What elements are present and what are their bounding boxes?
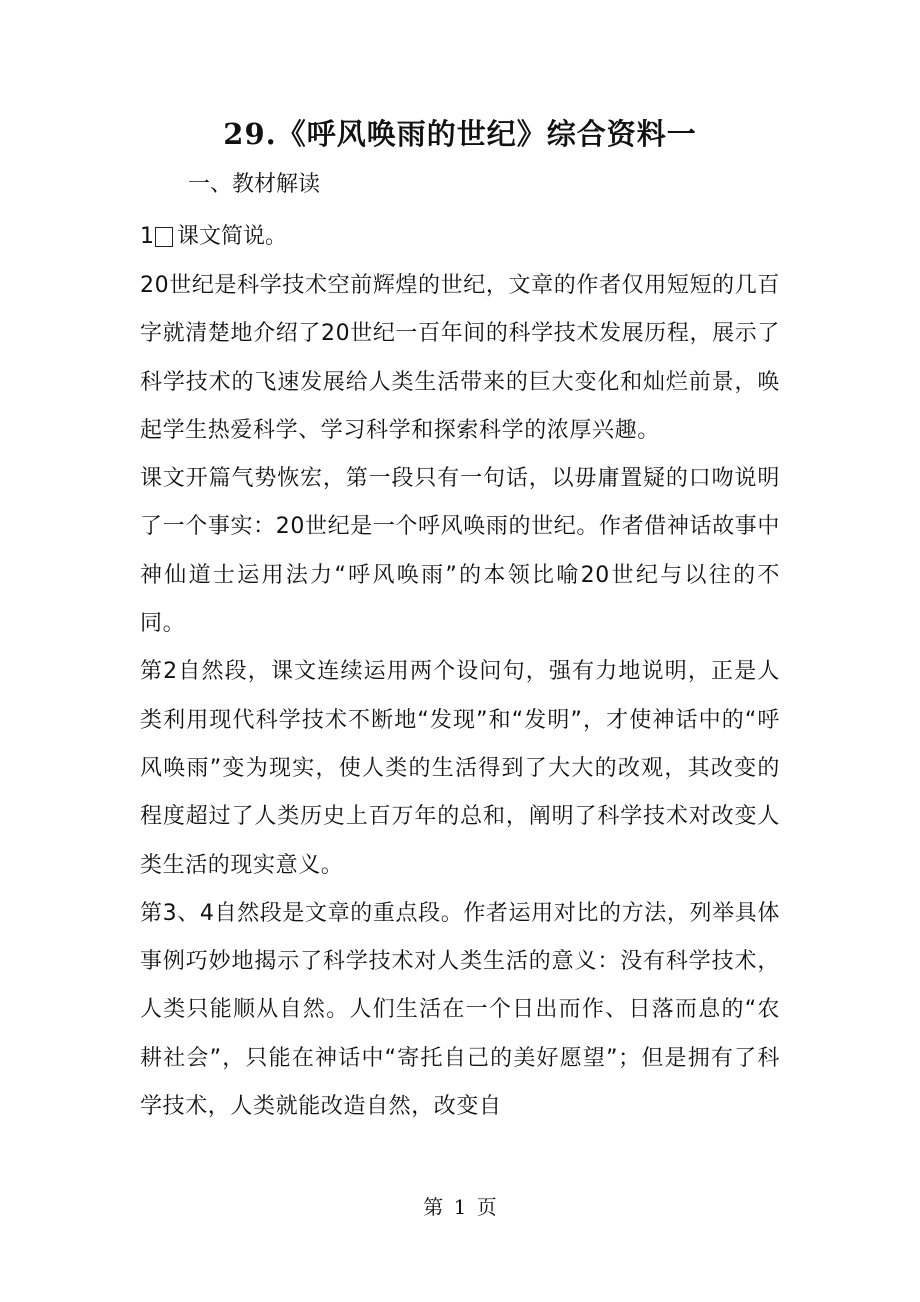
page-footer: 第 1 页 (423, 1195, 497, 1219)
item-heading-text: 课文简说。 (177, 224, 288, 249)
paragraph: 第3、4自然段是文章的重点段。作者运用对比的方法，列举具体事例巧妙地揭示了科学技术对人类生活的意义：没有科学技术，人类只能顺从自然。人们生活在一个日出而作、日落而息的“农耕社会”，只能在神话中“寄托自己的美好愿望”；但是拥有了科学技术，人类就能改造自然，改变自 (140, 900, 780, 1120)
paragraph: 课文开篇气势恢宏，第一段只有一句话，以毋庸置疑的口吻说明了一个事实：20世纪是一个呼风唤雨的世纪。作者借神话故事中神仙道士运用法力“呼风唤雨”的本领比喻20世纪与以往的不同。 (140, 466, 780, 637)
body-text (140, 262, 780, 1131)
item-heading (140, 220, 287, 254)
paragraph: 第2自然段，课文连续运用两个设问句，强有力地说明，正是人类利用现代科学技术不断地“发现”和“发明”，才使神话中的“呼风唤雨”变为现实，使人类的生活得到了大大的改观，其改变的程度超过了人类历史上百万年的总和，阐明了科学技术对改变人类生活的现实意义。 (140, 659, 780, 878)
missing-glyph-box-icon (155, 227, 173, 247)
item-number: 1 (140, 224, 154, 249)
document-title: 29.《呼风唤雨的世纪》综合资料一 (223, 117, 697, 151)
section-heading: 一、教材解读 (188, 172, 321, 197)
paragraph: 20世纪是科学技术空前辉煌的世纪，文章的作者仅用短短的几百字就清楚地介绍了20世纪一百年间的科学技术发展历程，展示了科学技术的飞速发展给人类生活带来的巨大变化和灿烂前景，唤起学生热爱科学、学习科学和探索科学的浓厚兴趣。 (140, 273, 780, 443)
